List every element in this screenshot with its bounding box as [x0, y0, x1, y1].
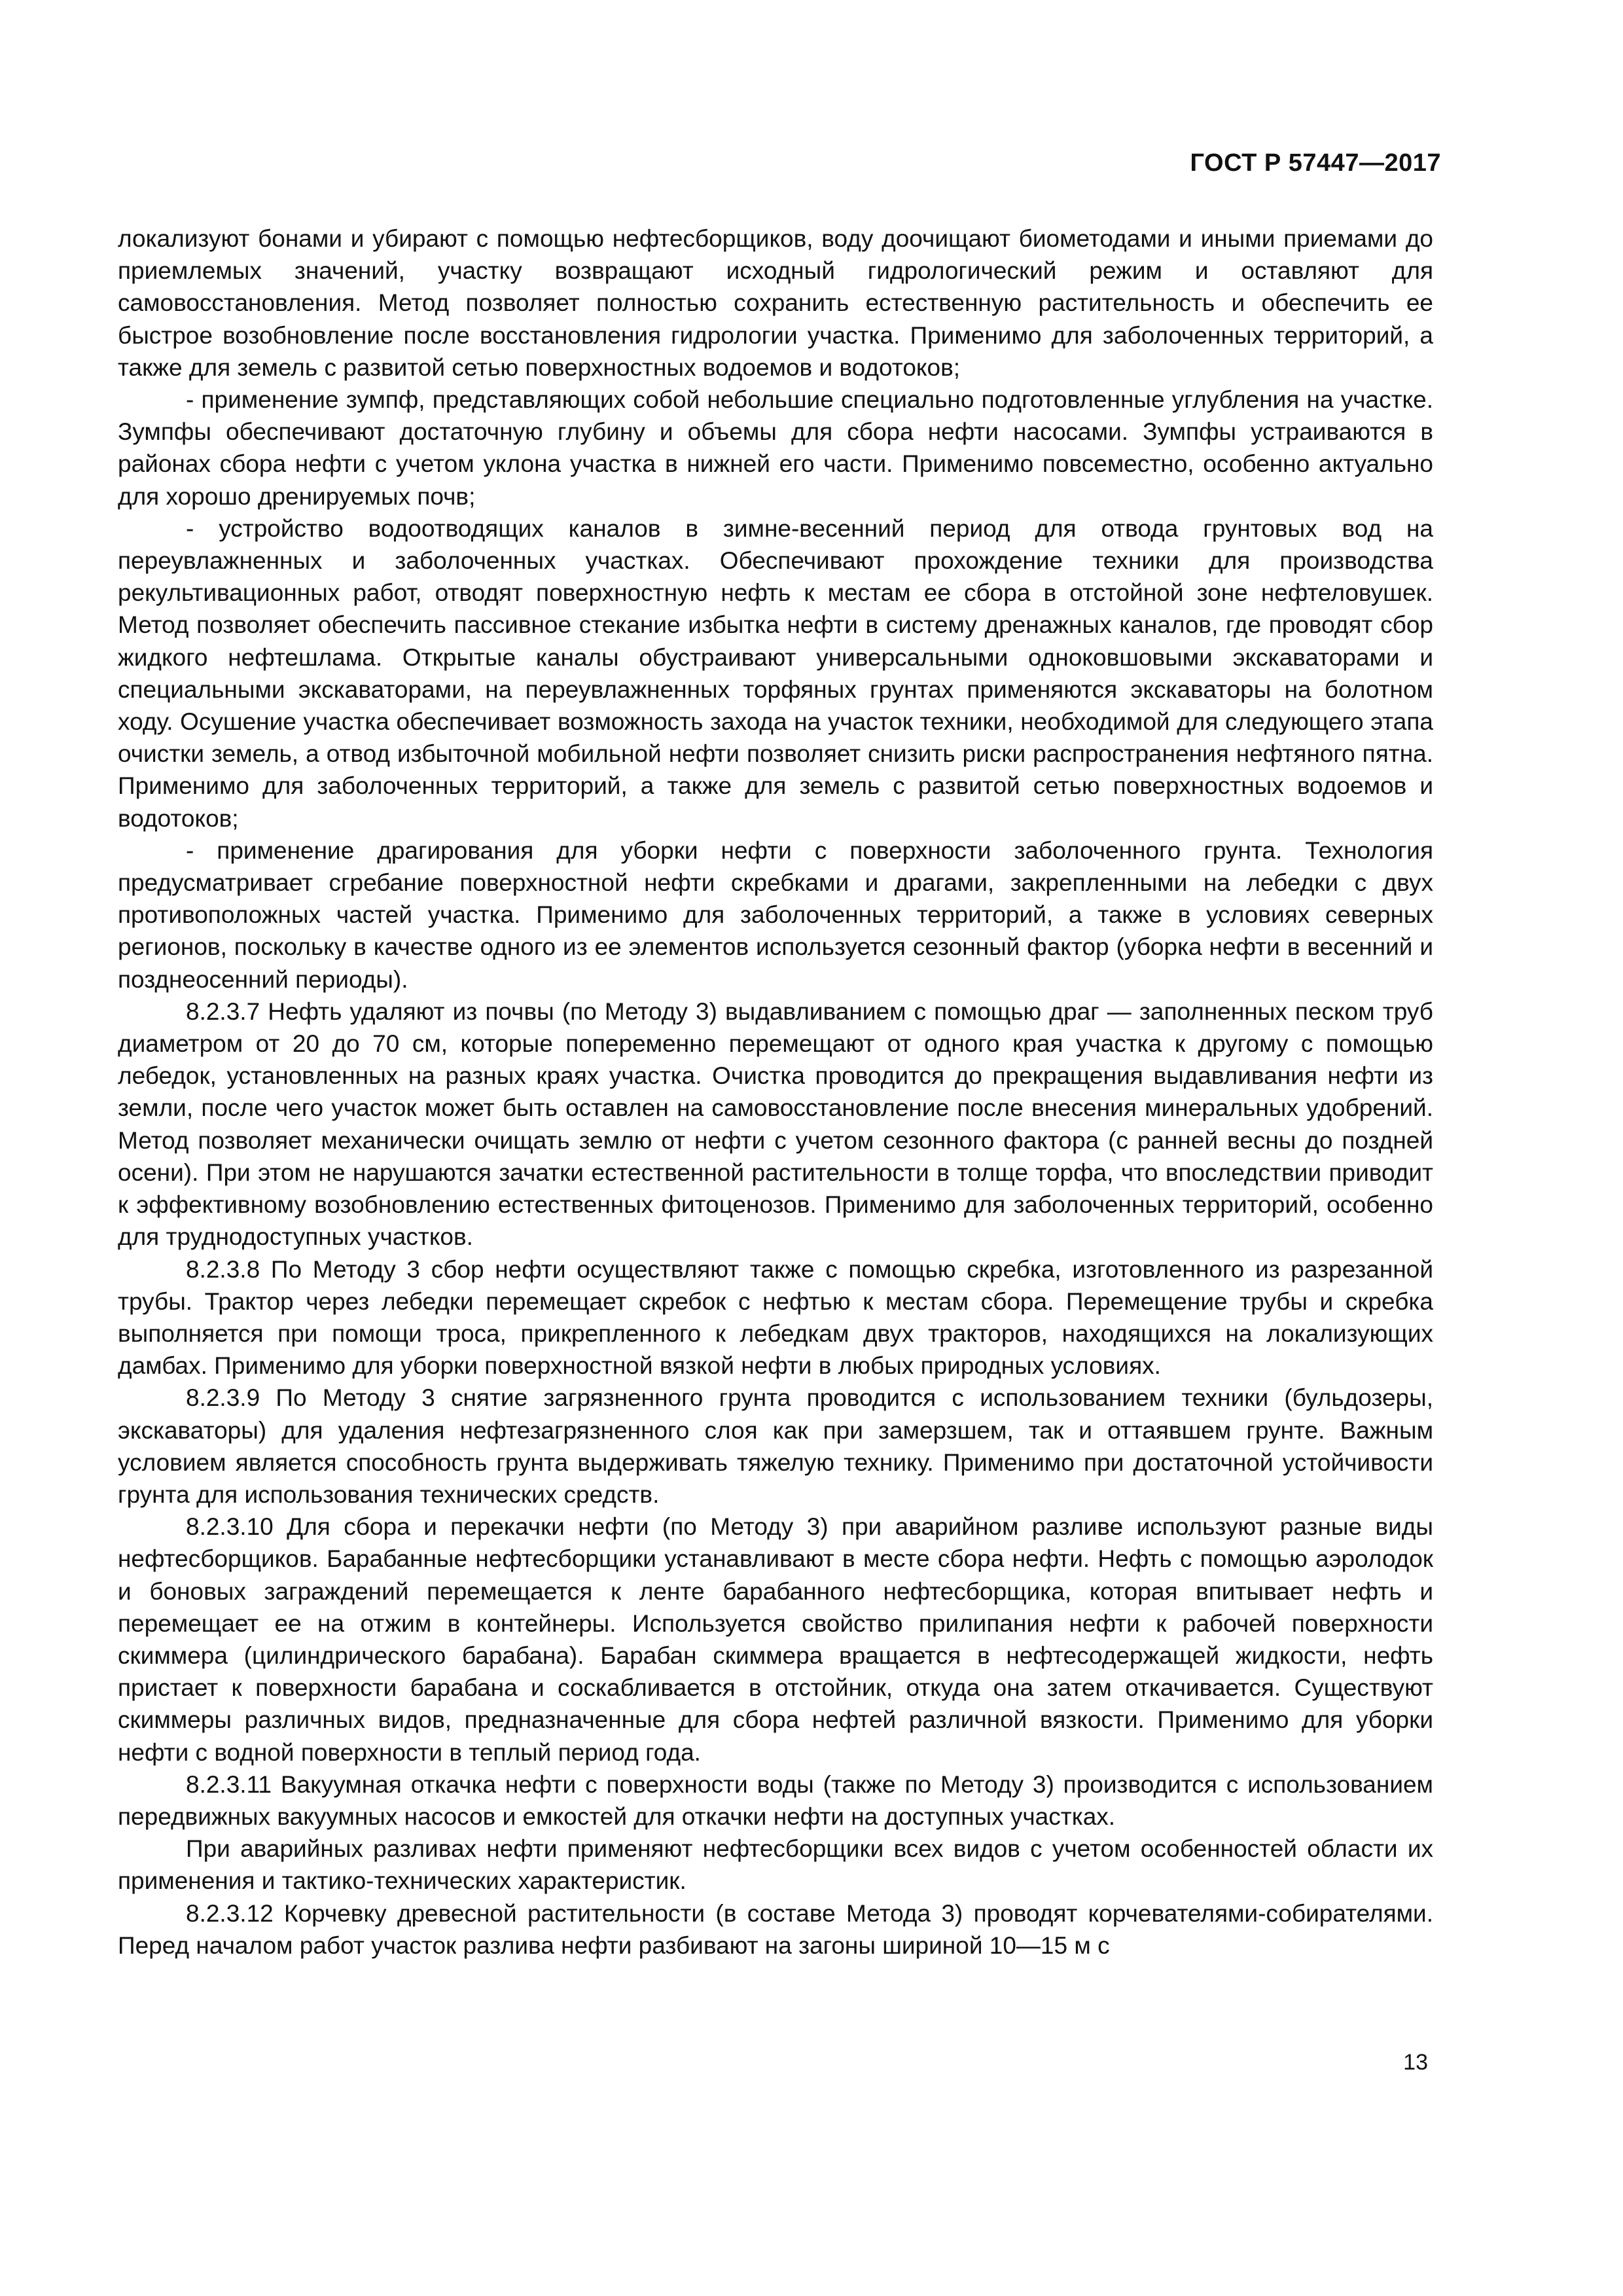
paragraph: локализуют бонами и убирают с помощью нефтесборщиков, воду доочищают биометодами и иными приемами до приемлемых значений, участку возвращают исходный гидрологический режим и оставляют для самовосстановления. Метод позволяет полностью сохранить естественную растительность и обеспечить ее быстрое возобновление после восстановления гидрологии участка. Применимо для заболоченных территорий, а также для земель с развитой сетью поверхностных водоемов и водотоков; [118, 225, 1433, 381]
paragraph-8-2-3-8: 8.2.3.8 По Методу 3 сбор нефти осуществляют также с помощью скребка, изготовленного из разрезанной трубы. Трактор через лебедки перемещает скребок с нефтью к местам сбора. Перемещение трубы и скребка выполняется при помощи троса, прикрепленного к лебедкам двух тракторов, находящихся на локализующих дамбах. Применимо для уборки поверхностной вязкой нефти в любых природных условиях. [118, 1255, 1433, 1380]
paragraph: - применение зумпф, представляющих собой небольшие специально подготовленные углубления на участке. Зумпфы обеспечивают достаточную глубину и объемы для сбора нефти насосами. Зумпфы устраиваются в районах сбора нефти с учетом уклона участка в нижней его части. Применимо повсеместно, особенно актуально для хорошо дренируемых почв; [118, 386, 1433, 510]
standard-id: ГОСТ Р 57447—2017 [1190, 149, 1441, 177]
page-number: 13 [1403, 2050, 1428, 2075]
document-header [1190, 149, 1441, 177]
paragraph-8-2-3-7: 8.2.3.7 Нефть удаляют из почвы (по Методу 3) выдавливанием с помощью драг — заполненных песком труб диаметром от 20 до 70 см, которые попеременно перемещают от одного края участка к другому с помощью лебедок, установленных на разных краях участка. Очистка проводится до прекращения выдавливания нефти из земли, после чего участок может быть оставлен на самовосстановление после внесения минеральных удобрений. Метод позволяет механически очищать землю от нефти с учетом сезонного фактора (с ранней весны до поздней осени). При этом не нарушаются зачатки естественной растительности в толще торфа, что впоследствии приводит к эффективному возобновлению естественных фитоценозов. Применимо для заболоченных территорий, особенно для труднодоступных участков. [118, 997, 1433, 1251]
paragraph: - устройство водоотводящих каналов в зимне-весенний период для отвода грунтовых вод на переувлажненных и заболоченных участках. Обеспечивают прохождение техники для производства рекультивационных работ, отводят поверхностную нефть к местам ее сбора в отстойной зоне нефтеловушек. Метод позволяет обеспечить пассивное стекание избытка нефти в систему дренажных каналов, где проводят сбор жидкого нефтешлама. Открытые каналы обустраивают универсальными одноковшовыми экскаваторами и специальными экскаваторами, на переувлажненных торфяных грунтах применяются экскаваторы на болотном ходу. Осушение участка обеспечивает возможность захода на участок техники, необходимой для следующего этапа очистки земель, а отвод избыточной мобильной нефти позволяет снизить риски распространения нефтяного пятна. Применимо для заболоченных территорий, а также для земель с развитой сетью поверхностных водоемов и водотоков; [118, 514, 1433, 832]
document-body [118, 223, 1433, 1962]
paragraph-8-2-3-11: 8.2.3.11 Вакуумная откачка нефти с поверхности воды (также по Методу 3) производится с использованием передвижных вакуумных насосов и емкостей для откачки нефти на доступных участках. [118, 1770, 1433, 1830]
paragraph-8-2-3-10: 8.2.3.10 Для сбора и перекачки нефти (по Методу 3) при аварийном разливе используют разные виды нефтесборщиков. Барабанные нефтесборщики устанавливают в месте сбора нефти. Нефть с помощью аэролодок и боновых заграждений перемещается к ленте барабанного нефтесборщика, которая впитывает нефть и перемещает ее на отжим в контейнеры. Используется свойство прилипания нефти к рабочей поверхности скиммера (цилиндрического барабана). Барабан скиммера вращается в нефтесодержащей жидкости, нефть пристает к поверхности барабана и соскабливается в отстойник, откуда она затем откачивается. Существуют скиммеры различных видов, предназначенные для сбора нефтей различной вязкости. Применимо для уборки нефти с водной поверхности в теплый период года. [118, 1513, 1433, 1766]
paragraph: - применение драгирования для уборки нефти с поверхности заболоченного грунта. Технология предусматривает сгребание поверхностной нефти скребками и драгами, закрепленными на лебедки с двух противоположных частей участка. Применимо для заболоченных территорий, а также в условиях северных регионов, поскольку в качестве одного из ее элементов используется сезонный фактор (уборка нефти в весенний и позднеосенний периоды). [118, 836, 1433, 993]
paragraph-8-2-3-12: 8.2.3.12 Корчевку древесной растительности (в составе Метода 3) проводят корчевателями-собирателями. Перед началом работ участок разлива нефти разбивают на загоны шириной 10—15 м с [118, 1899, 1433, 1959]
paragraph: При аварийных разливах нефти применяют нефтесборщики всех видов с учетом особенностей области их применения и тактико-технических характеристик. [118, 1835, 1433, 1895]
paragraph-8-2-3-9: 8.2.3.9 По Методу 3 снятие загрязненного грунта проводится с использованием техники (бульдозеры, экскаваторы) для удаления нефтезагрязненного слоя как при замерзшем, так и оттаявшем грунте. Важным условием является способность грунта выдерживать тяжелую технику. Применимо при достаточной устойчивости грунта для использования технических средств. [118, 1384, 1433, 1508]
